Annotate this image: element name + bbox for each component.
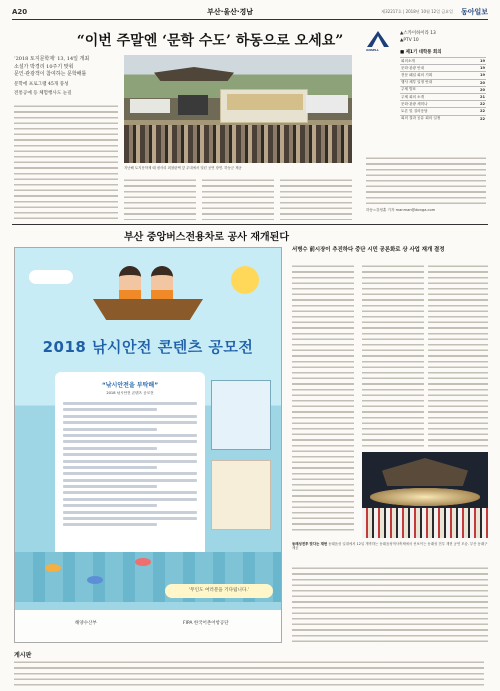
row-name: 회의소개 bbox=[400, 58, 472, 65]
byline: 하동=강정훈 기자 manman@donga.com bbox=[366, 208, 436, 212]
row-page: 22 bbox=[472, 108, 486, 115]
sub-headline: 부산 중앙버스전용차로 공사 재개된다 bbox=[124, 232, 290, 243]
ad-box-heading: “낚시안전을 부탁해” bbox=[101, 382, 159, 389]
row-page: 21 bbox=[472, 93, 486, 100]
row-name: 토론 및 질의응답 bbox=[400, 108, 472, 115]
table-row bbox=[400, 58, 486, 65]
row-page: 19 bbox=[472, 72, 486, 79]
tv-listing bbox=[400, 30, 436, 44]
advertisement bbox=[14, 247, 282, 643]
index-box bbox=[366, 30, 486, 150]
article-column bbox=[292, 264, 354, 534]
lead-line: 전통공예 등 체험행사도 눈길 bbox=[14, 91, 72, 96]
sponsor-name: FIPA 한국어촌어항공단 bbox=[183, 621, 229, 626]
ad-slogan: ‘무인도 여러분을 기다립니다.’ bbox=[165, 584, 273, 598]
article-column bbox=[428, 264, 488, 448]
caption-text: 동래읍성 일대에서 12일 개막하는 동래읍성역사축제에서 선보이는 동래성 전투 재현 공연 모습. 부산 동래구 제공 bbox=[292, 542, 488, 551]
section-rule bbox=[12, 224, 488, 225]
cloud-icon bbox=[29, 270, 73, 284]
sponsor-name: 해양수산부 bbox=[75, 621, 97, 626]
fish-icon bbox=[87, 576, 103, 584]
tv-item: ▲스카이하이라 13 bbox=[400, 31, 436, 36]
ad-box-subheading: 2018 낚시안전 콘텐츠 공모전 bbox=[106, 391, 154, 395]
article-column bbox=[14, 104, 118, 220]
table-row bbox=[400, 93, 486, 100]
row-name: 회의 결과 공유 회의 일정 bbox=[400, 115, 472, 122]
masthead-logo: 동아일보 bbox=[460, 7, 488, 16]
row-name: 행사 세부 일정 안내 bbox=[400, 79, 472, 86]
row-page: 22 bbox=[472, 101, 486, 108]
ad-title: 2018 낚시안전 콘텐츠 공모전 bbox=[42, 338, 254, 356]
notice-board-text bbox=[14, 660, 484, 686]
festival-photo bbox=[124, 55, 352, 163]
boat-illustration bbox=[93, 290, 203, 320]
page-header bbox=[12, 6, 488, 18]
table-row bbox=[400, 72, 486, 79]
article-column bbox=[124, 178, 196, 220]
table-row bbox=[400, 86, 486, 93]
article-column bbox=[202, 178, 274, 220]
article-subheading: 서병수 前시장이 추진하다 중단 시민 공론화로 상 사업 재개 결정 bbox=[292, 247, 445, 253]
lead-line: 문학에 프로그램 45개 풍성 bbox=[14, 81, 69, 87]
reenactment-photo bbox=[362, 452, 488, 538]
row-page: 20 bbox=[472, 79, 486, 86]
main-headline: “이번 주말엔 ‘문학 수도’ 하동으로 오세요” bbox=[76, 33, 344, 49]
row-name: 전문 패널 회의 기획 bbox=[400, 72, 472, 79]
row-name: 주제 발표 bbox=[400, 86, 472, 93]
lead-line: 문인·관광객이 참여하는 문학배틀 bbox=[14, 71, 87, 77]
table-row bbox=[400, 101, 486, 108]
ansell-logo-icon bbox=[366, 30, 390, 48]
header-rule bbox=[12, 19, 488, 20]
lead-summary bbox=[14, 56, 114, 98]
life-vest-icon bbox=[151, 290, 173, 300]
table-row bbox=[400, 79, 486, 86]
row-page: 19 bbox=[472, 58, 486, 65]
fish-icon bbox=[135, 558, 151, 566]
row-page: 20 bbox=[472, 86, 486, 93]
article-column bbox=[366, 156, 486, 204]
section-title: 부산·울산·경남 bbox=[207, 8, 254, 16]
caption-title: 동래성전투 맞다는 재현 bbox=[292, 542, 328, 546]
sun-icon bbox=[231, 266, 259, 294]
life-vest-icon bbox=[119, 290, 141, 300]
logo-text: ANSELL bbox=[366, 48, 379, 52]
poster-sample bbox=[211, 460, 271, 530]
row-page: 22 bbox=[472, 115, 486, 122]
article-column bbox=[280, 178, 352, 220]
row-name: 문화·관광 세미나 bbox=[400, 101, 472, 108]
issue-info: 제32217호 | 2018년 10월 12일 금요일 bbox=[381, 9, 453, 14]
ad-footer bbox=[15, 610, 281, 642]
article-column bbox=[362, 264, 424, 448]
notice-board-title: 게시판 bbox=[14, 652, 32, 659]
row-page: 19 bbox=[472, 65, 486, 72]
fish-icon bbox=[45, 564, 61, 572]
row-name: 주제 회의 소개 bbox=[400, 93, 472, 100]
lead-line: ‘2018 토지문학제’ 13, 14일 개최 bbox=[14, 56, 90, 62]
tv-item: ▲PTV 10 bbox=[400, 38, 419, 43]
row-name: 문화·관광 안내 bbox=[400, 65, 472, 72]
table-row bbox=[400, 65, 486, 72]
photo-caption: 지난해 토지문학제 때 평사리 최참판댁 앞 무대에서 열린 공연 장면. 하동군 제공 bbox=[124, 166, 242, 170]
article-column bbox=[292, 566, 488, 644]
table-row bbox=[400, 108, 486, 115]
index-table bbox=[400, 57, 486, 122]
lead-line: 소설가 박경리 10주기 맞춰 bbox=[14, 63, 74, 70]
page-number: A20 bbox=[12, 8, 28, 16]
table-row bbox=[400, 115, 486, 122]
photo-caption bbox=[292, 542, 488, 551]
poster-sample bbox=[211, 380, 271, 450]
table-title: ■ 제1기 대학통 회의 bbox=[400, 50, 442, 55]
ad-info-box bbox=[55, 372, 205, 568]
